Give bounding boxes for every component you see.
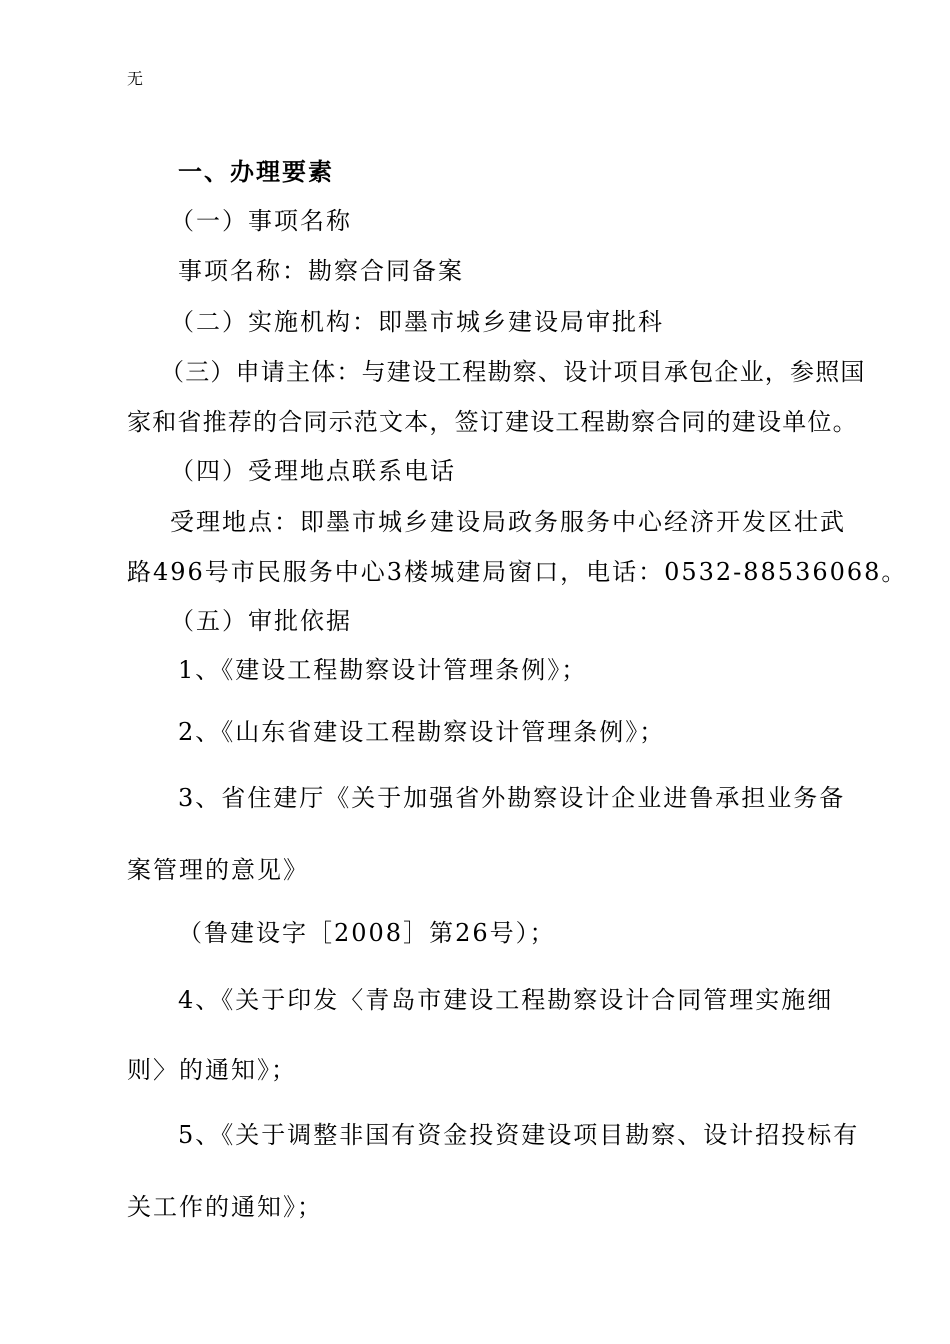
location-label: （四）受理地点联系电话 [170,457,456,485]
basis-item-4-line-1: 4、《关于印发〈青岛市建设工程勘察设计合同管理实施细 [178,986,834,1014]
location-line-1: 受理地点：即墨市城乡建设局政务服务中心经济开发区壮武 [170,508,846,536]
header-text: 无 [127,69,144,88]
basis-item-3-line-2: 案管理的意见》 [127,856,309,884]
agency-line: （二）实施机构：即墨市城乡建设局审批科 [170,308,664,336]
basis-item-4-line-2: 则〉的通知》； [127,1056,297,1084]
applicant-line-2: 家和省推荐的合同示范文本，签订建设工程勘察合同的建设单位。 [127,408,858,436]
location-line-2: 路496号市民服务中心3楼城建局窗口，电话：0532-88536068。 [127,558,908,586]
section-heading: 一、办理要素 [178,158,334,186]
basis-item-3-line-1: 3、省住建厅《关于加强省外勘察设计企业进鲁承担业务备 [178,784,846,812]
item-name-label: （一）事项名称 [170,207,352,235]
basis-item-5-line-2: 关工作的通知》； [127,1193,323,1221]
basis-label: （五）审批依据 [170,607,352,635]
basis-item-5-line-1: 5、《关于调整非国有资金投资建设项目勘察、设计招投标有 [178,1121,860,1149]
basis-item-3-line-3: （鲁建设字［2008］第26号）； [178,919,556,947]
item-name-value: 事项名称：勘察合同备案 [178,257,464,285]
basis-item-1: 1、《建设工程勘察设计管理条例》； [178,656,588,684]
basis-item-2: 2、《山东省建设工程勘察设计管理条例》； [178,718,666,746]
applicant-line-1: （三）申请主体：与建设工程勘察、设计项目承包企业，参照国 [160,358,866,386]
